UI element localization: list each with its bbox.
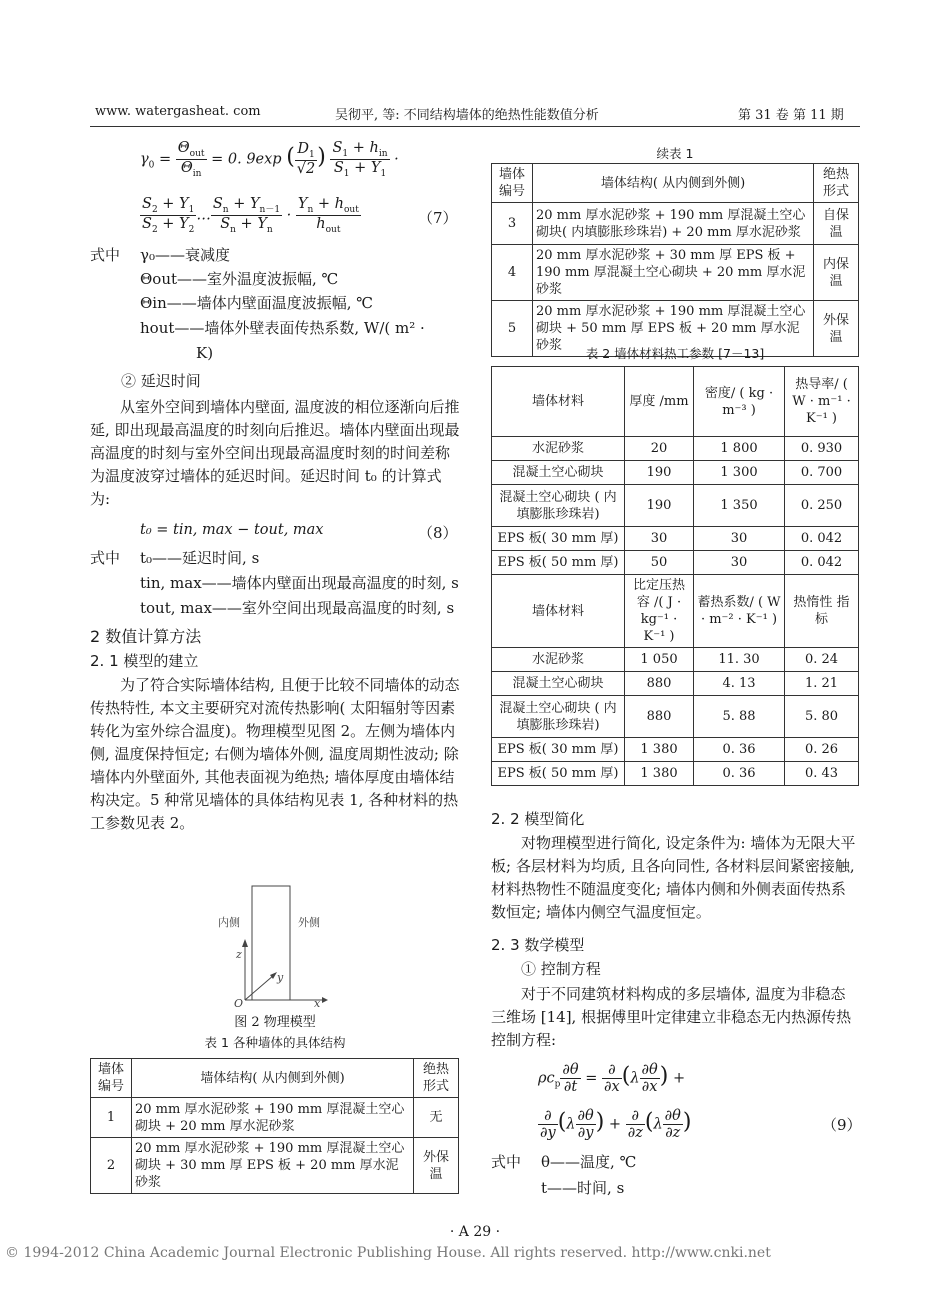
table-cell: 外保温 bbox=[414, 1138, 459, 1194]
equation-8: t₀ = tin, max − tout, max bbox=[140, 522, 324, 538]
section-2-3-heading: 2. 3 数学模型 bbox=[491, 936, 585, 954]
copyright-footer: © 1994-2012 China Academic Journal Electronic Publishing House. All rights reserved. http://www.cnki.net bbox=[5, 1245, 771, 1261]
paragraph-delay: 从室外空间到墙体内壁面, 温度波的相位逐渐向后推延, 即出现最高温度的时刻向后推迟。墙体内壁面出现最高温度的时刻与室外空间出现最高温度时刻的时间差称为温度波穿过墙体的延迟时间。延迟时间 t₀ 的计算式为: bbox=[90, 398, 460, 508]
section-2-2-heading: 2. 2 模型简化 bbox=[491, 810, 585, 828]
table-cell: 水泥砂浆 bbox=[492, 437, 625, 461]
table-cell: 30 bbox=[694, 527, 785, 551]
table-cell: 1 300 bbox=[694, 461, 785, 485]
table-cell: 190 bbox=[625, 461, 694, 485]
figure-2-caption: 图 2 物理模型 bbox=[234, 1015, 316, 1030]
x-axis-arrow bbox=[322, 997, 328, 1003]
defs9-lead: 式中 bbox=[491, 1153, 522, 1171]
table-2-caption: 表 2 墙体材料热工参数 [7－13] bbox=[585, 346, 765, 361]
def-t: t——时间, s bbox=[541, 1179, 625, 1197]
def-theta-in: Θin——墙体内壁面温度波振幅, ℃ bbox=[140, 294, 374, 312]
table-cell: 1 350 bbox=[694, 485, 785, 527]
table-header: 绝热形式 bbox=[414, 1059, 459, 1098]
table-cell: 20 mm 厚水泥砂浆 + 190 mm 厚混凝土空心砌块 + 50 mm 厚 EPS 板 + 20 mm 厚水泥砂浆 bbox=[533, 301, 814, 357]
table-cell: 5. 88 bbox=[694, 696, 785, 738]
table-header: 墙体材料 bbox=[492, 367, 625, 437]
wall-outline bbox=[252, 886, 290, 1000]
table-cell: 30 bbox=[625, 527, 694, 551]
label-outside: 外侧 bbox=[298, 916, 320, 929]
issue-info: 第 31 卷 第 11 期 bbox=[738, 108, 844, 123]
equation-9-line1: $\rho c_p$ $\frac{\partial\theta}{\partial t}$ = $\frac{\partial}{\partial x}$ (λ $\frac{\partial\theta}{\partial x}$ ) + bbox=[538, 1062, 686, 1095]
section-2-1-heading: 2. 1 模型的建立 bbox=[90, 652, 199, 670]
table-cell: 0. 042 bbox=[785, 527, 859, 551]
defs7-lead: 式中 bbox=[90, 246, 121, 264]
table-row bbox=[492, 485, 859, 527]
table-cell: 20 mm 厚水泥砂浆 + 190 mm 厚混凝土空心砌块 + 20 mm 厚水泥砂浆 bbox=[132, 1098, 414, 1138]
table-cell: 0. 24 bbox=[785, 648, 859, 672]
equation-7-line1: $\gamma_0$ = $\frac{\Theta_{out}}{\Theta_{in}}$ = 0. 9exp ( $\frac{D_1}{√2}$ ) $\frac{S_1 + h_{in}}{S_1 + Y_1}$ · bbox=[140, 140, 399, 179]
y-axis bbox=[245, 975, 274, 1000]
table-row bbox=[492, 696, 859, 738]
table-header: 热导率/ ( W · m⁻¹ · K⁻¹ ) bbox=[785, 367, 859, 437]
table-row bbox=[492, 648, 859, 672]
def-hout: hout——墙体外壁表面传热系数, W/( m² · bbox=[140, 319, 425, 337]
table-header: 绝热形式 bbox=[814, 164, 859, 203]
table-cell: 0. 250 bbox=[785, 485, 859, 527]
table-header: 墙体编号 bbox=[91, 1059, 132, 1098]
equation-7-line2: $\frac{S_2 + Y_1}{S_2 + Y_2}$ … $\frac{S_n + Y_{n-1}}{S_n + Y_n}$ · $\frac{Y_n + h_{out}}{h_{out}}$ bbox=[142, 196, 359, 235]
table-cell: 4. 13 bbox=[694, 672, 785, 696]
table-cell: 3 bbox=[492, 203, 533, 245]
table-row bbox=[492, 527, 859, 551]
table-cell: 无 bbox=[414, 1098, 459, 1138]
def-gamma: γ₀——衰减度 bbox=[140, 246, 230, 264]
table-row bbox=[492, 738, 859, 762]
table-cell: 混凝土空心砌块 bbox=[492, 672, 625, 696]
table-cell: 0. 43 bbox=[785, 762, 859, 786]
table-cell: 4 bbox=[492, 245, 533, 301]
table-header: 墙体材料 bbox=[492, 575, 625, 648]
table-cell: 混凝土空心砌块 ( 内填膨胀珍珠岩) bbox=[492, 485, 625, 527]
table-cell: 1. 21 bbox=[785, 672, 859, 696]
table-row bbox=[91, 1098, 459, 1138]
equation-9-number: （9） bbox=[822, 1116, 862, 1134]
z-axis-arrow bbox=[242, 939, 248, 947]
table-cell: 1 800 bbox=[694, 437, 785, 461]
table-1-continued bbox=[491, 163, 859, 357]
paragraph-model: 为了符合实际墙体结构, 且便于比较不同墙体的动态传热特性, 本文主要研究对流传热影响( 太阳辐射等因素转化为室外综合温度)。物理模型见图 2。左侧为墙体内侧, 温度保持恒定; 右侧为墙体外侧, 温度周期性波动; 除墙体内外壁面外, 其他表面视为绝热; 墙体厚度由墙体结构决定。5 种常见墙体的具体结构见表 1, 各种材料的热工参数见表 2。 bbox=[90, 676, 460, 832]
table-cell: 0. 36 bbox=[694, 762, 785, 786]
table-cell: EPS 板( 50 mm 厚) bbox=[492, 762, 625, 786]
origin-label: O bbox=[234, 997, 244, 1007]
table-cell: 混凝土空心砌块 ( 内填膨胀珍珠岩) bbox=[492, 696, 625, 738]
physical-model-figure bbox=[210, 883, 330, 1007]
table-cell: 0. 930 bbox=[785, 437, 859, 461]
subheading-control-equation: ① 控制方程 bbox=[521, 960, 601, 978]
table-cell: 1 380 bbox=[625, 738, 694, 762]
table-cell: 20 bbox=[625, 437, 694, 461]
table-header-row bbox=[492, 164, 859, 203]
table-header: 墙体编号 bbox=[492, 164, 533, 203]
table-header: 比定压热容 /( J · kg⁻¹ · K⁻¹ ) bbox=[625, 575, 694, 648]
table-cell: 190 bbox=[625, 485, 694, 527]
table-row bbox=[492, 203, 859, 245]
table-cell: 自保温 bbox=[814, 203, 859, 245]
table-cell: 1 050 bbox=[625, 648, 694, 672]
table-1 bbox=[90, 1058, 459, 1194]
axis-z-label: z bbox=[236, 948, 242, 961]
paragraph-simplification: 对物理模型进行简化, 设定条件为: 墙体为无限大平板; 各层材料为均质, 且各向同性, 各材料层间紧密接触, 材料热物性不随温度变化; 墙体内侧和外侧表面传热系数恒定; 墙体内侧空气温度恒定。 bbox=[491, 834, 856, 921]
table-cell: 20 mm 厚水泥砂浆 + 190 mm 厚混凝土空心砌块( 内填膨胀珍珠岩) + 20 mm 厚水泥砂浆 bbox=[533, 203, 814, 245]
table-cell: 外保温 bbox=[814, 301, 859, 357]
table-cell: 20 mm 厚水泥砂浆 + 190 mm 厚混凝土空心砌块 + 30 mm 厚 EPS 板 + 20 mm 厚水泥砂浆 bbox=[132, 1138, 414, 1194]
table-row bbox=[492, 437, 859, 461]
equation-7-number: （7） bbox=[418, 209, 458, 227]
table-header-row bbox=[91, 1059, 459, 1098]
def-t0: t₀——延迟时间, s bbox=[140, 549, 260, 567]
table-cell: EPS 板( 30 mm 厚) bbox=[492, 738, 625, 762]
table-row bbox=[91, 1138, 459, 1194]
table-header-row bbox=[492, 575, 859, 648]
table-cell: EPS 板( 30 mm 厚) bbox=[492, 527, 625, 551]
defs8-lead: 式中 bbox=[90, 549, 121, 567]
table-cell: 5. 80 bbox=[785, 696, 859, 738]
equation-8-number: （8） bbox=[418, 524, 458, 542]
table-cell: 0. 26 bbox=[785, 738, 859, 762]
table-row bbox=[492, 672, 859, 696]
table-2 bbox=[491, 366, 859, 786]
table-cell: EPS 板( 50 mm 厚) bbox=[492, 551, 625, 575]
table-cell: 0. 36 bbox=[694, 738, 785, 762]
table-cell: 混凝土空心砌块 bbox=[492, 461, 625, 485]
header-rule bbox=[90, 126, 860, 127]
def-tout: tout, max——室外空间出现最高温度的时刻, s bbox=[140, 599, 455, 617]
table-row bbox=[492, 551, 859, 575]
table-1-continued-caption: 续表 1 bbox=[656, 146, 694, 161]
table-cell: 880 bbox=[625, 672, 694, 696]
table-cell: 20 mm 厚水泥砂浆 + 30 mm 厚 EPS 板 + 190 mm 厚混凝土空心砌块 + 20 mm 厚水泥砂浆 bbox=[533, 245, 814, 301]
table-cell: 0. 042 bbox=[785, 551, 859, 575]
table-cell: 2 bbox=[91, 1138, 132, 1194]
table-header: 厚度 /mm bbox=[625, 367, 694, 437]
table-header: 热惰性 指标 bbox=[785, 575, 859, 648]
table-header: 蓄热系数/ ( W · m⁻² · K⁻¹ ) bbox=[694, 575, 785, 648]
def-theta-out: Θout——室外温度波振幅, ℃ bbox=[140, 270, 339, 288]
table-header-row bbox=[492, 367, 859, 437]
running-title: 吴彻平, 等: 不同结构墙体的绝热性能数值分析 bbox=[335, 108, 599, 123]
axis-x-label: x bbox=[314, 997, 321, 1007]
page-number: · A 29 · bbox=[449, 1224, 501, 1240]
equation-9-line2: $\frac{\partial}{\partial y}$ (λ $\frac{\partial\theta}{\partial y}$ ) + $\frac{\partial}{\partial z}$ (λ $\frac{\partial\theta}{\partial z}$ ) bbox=[540, 1108, 692, 1141]
subheading-delay: ② 延迟时间 bbox=[121, 372, 201, 390]
table-cell: 1 bbox=[91, 1098, 132, 1138]
table-cell: 50 bbox=[625, 551, 694, 575]
table-row bbox=[492, 245, 859, 301]
section-2-heading: 2 数值计算方法 bbox=[90, 627, 202, 646]
def-tin: tin, max——墙体内壁面出现最高温度的时刻, s bbox=[140, 574, 459, 592]
table-header: 墙体结构( 从内侧到外侧) bbox=[533, 164, 814, 203]
def-theta: θ——温度, ℃ bbox=[541, 1153, 637, 1171]
table-1-caption: 表 1 各种墙体的具体结构 bbox=[204, 1035, 346, 1050]
table-cell: 11. 30 bbox=[694, 648, 785, 672]
journal-url: www. watergasheat. com bbox=[95, 104, 261, 119]
label-inside: 内侧 bbox=[218, 916, 240, 929]
table-cell: 水泥砂浆 bbox=[492, 648, 625, 672]
table-cell: 30 bbox=[694, 551, 785, 575]
table-cell: 内保温 bbox=[814, 245, 859, 301]
table-cell: 5 bbox=[492, 301, 533, 357]
table-cell: 880 bbox=[625, 696, 694, 738]
def-hout-cont: K) bbox=[196, 344, 214, 362]
table-header: 密度/ ( kg · m⁻³ ) bbox=[694, 367, 785, 437]
table-header: 墙体结构( 从内侧到外侧) bbox=[132, 1059, 414, 1098]
axis-y-label: y bbox=[277, 971, 284, 984]
table-cell: 0. 700 bbox=[785, 461, 859, 485]
table-row bbox=[492, 762, 859, 786]
paragraph-math-model: 对于不同建筑材料构成的多层墙体, 温度为非稳态三维场 [14], 根据傅里叶定律建立非稳态无内热源传热控制方程: bbox=[491, 985, 852, 1049]
table-cell: 1 380 bbox=[625, 762, 694, 786]
table-row bbox=[492, 461, 859, 485]
